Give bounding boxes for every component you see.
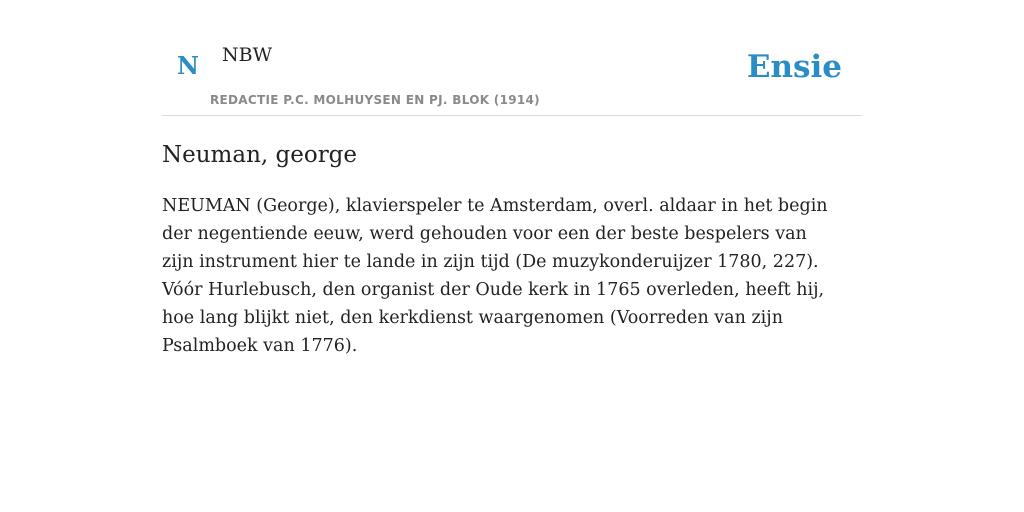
source-logo: N [177,51,199,80]
page [162,0,862,360]
source-name: NBW [222,44,273,66]
brand-logo[interactable]: Ensie [746,49,842,85]
entry-title: Neuman, george [162,142,358,168]
entry-body: NEUMAN (George), klavierspeler te Amsterdam, overl. aldaar in het begin der negentiende eeuw, werd gehouden voor een der beste bespelers van zijn instrument hier te lande in zijn tijd (De muzykonderuijzer 1780, 227). Vóór Hurlebusch, den organist der Oude kerk in 1765 overleden, heeft hij, hoe lang blijkt niet, den kerkdienst waargenomen (Voorreden van zijn Psalmboek van 1776). [162,195,828,356]
source-header [162,0,862,116]
source-subtitle: REDACTIE P.C. MOLHUYSEN EN PJ. BLOK (1914) [210,93,540,107]
